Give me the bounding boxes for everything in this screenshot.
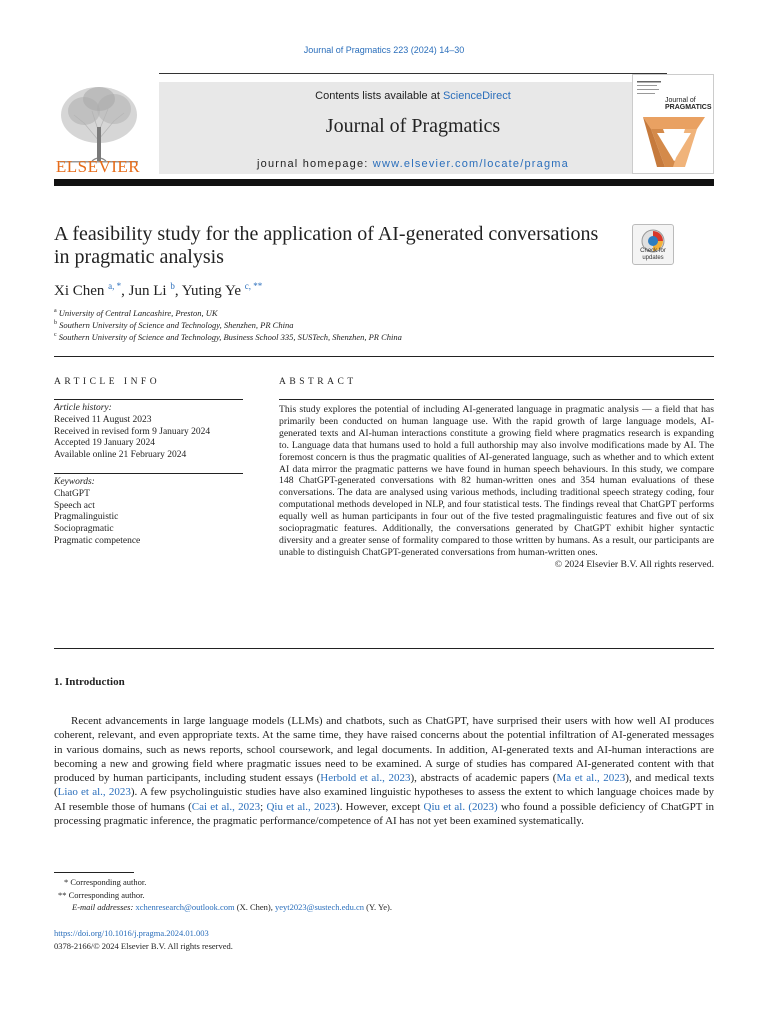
cover-title	[665, 97, 712, 111]
affiliation-text: Southern University of Science and Technology, Shenzhen, PR China	[59, 320, 294, 330]
intro-text: ;	[260, 800, 267, 813]
affiliation-text: Southern University of Science and Technology, Business School 335, SUSTech, Shenzhen, PR China	[58, 332, 402, 342]
affiliation-marker: a	[54, 308, 57, 315]
history-item: Available online 21 February 2024	[54, 450, 187, 461]
keywords-label: Keywords:	[54, 477, 95, 487]
section-divider	[54, 356, 714, 357]
journal-header	[54, 73, 714, 181]
keyword: Sociopragmatic	[54, 524, 114, 535]
history-item: Received in revised form 9 January 2024	[54, 426, 211, 437]
article-identifiers	[54, 927, 233, 952]
author-affiliation-marker[interactable]: c, **	[244, 281, 263, 291]
email-owner: (X. Chen),	[234, 902, 275, 912]
contents-availability	[159, 90, 667, 102]
header-bottom-bar	[54, 179, 714, 186]
email-owner: (Y. Ye).	[364, 902, 392, 912]
homepage-prefix: journal homepage:	[257, 158, 373, 170]
keywords-list	[54, 477, 243, 548]
author-list: Xi Chen $^{a, *}$, Jun Li $^b$, Yuting Ye $^{c, **}$	[54, 281, 263, 299]
check-for-updates-badge[interactable]	[632, 224, 674, 265]
citation-link[interactable]: Ma et al., 2023	[556, 772, 626, 785]
affiliation	[54, 320, 293, 330]
article-history	[54, 403, 243, 462]
header-band	[159, 82, 667, 174]
affiliation	[54, 308, 218, 318]
email-link[interactable]: yeyt2023@sustech.edu.cn	[274, 902, 365, 912]
introduction-paragraph	[54, 714, 714, 828]
history-item: Accepted 19 January 2024	[54, 438, 156, 449]
intro-text: ). However, except	[336, 800, 424, 813]
footnote-rule	[54, 872, 134, 873]
intro-text: ), abstracts of academic papers (	[410, 772, 557, 785]
cover-title-line-1: Journal of	[665, 97, 696, 104]
intro-text: ), and medical texts (	[54, 772, 714, 799]
abstract-copyright: © 2024 Elsevier B.V. All rights reserved.	[554, 558, 714, 570]
keyword: Pragmalinguistic	[54, 512, 119, 523]
cover-art-icon	[633, 75, 714, 174]
intro-text: ). A few psycholinguistic studies have also examined linguistic hypotheses to assess the extent to which language choices made by AI resemble those of humans (	[54, 786, 714, 813]
journal-title: Journal of Pragmatics	[325, 115, 501, 137]
affiliation-text: University of Central Lancashire, Preston, UK	[58, 308, 218, 318]
header-top-rule	[159, 73, 667, 74]
check-updates-label: Check for updates	[640, 248, 666, 261]
intro-text: who found a possible deficiency of ChatGPT in processing pragmatic inference, the pragmatic performance/competence of AI has not yet been examined systematically.	[54, 800, 714, 828]
author-affiliation-marker[interactable]: a, *	[108, 281, 122, 291]
contents-prefix: Contents lists available at	[315, 90, 443, 102]
journal-cover-thumbnail[interactable]	[632, 74, 714, 174]
sciencedirect-link[interactable]: ScienceDirect	[442, 90, 511, 102]
keyword: Pragmatic competence	[54, 535, 141, 546]
history-item: Received 11 August 2023	[54, 414, 152, 425]
cover-title-line-2: PRAGMATICS	[665, 104, 712, 111]
article-info-rule	[54, 399, 243, 400]
article-info-heading: ARTICLE INFO	[54, 377, 161, 387]
footnote-corresponding-2: ** Corresponding author.	[58, 889, 145, 900]
abstract-heading: ABSTRACT	[279, 377, 357, 387]
issn-copyright: 0378-2166/© 2024 Elsevier B.V. All rights reserved.	[54, 940, 233, 951]
abstract-rule	[279, 399, 714, 400]
citation-link[interactable]: Liao et al., 2023	[57, 786, 131, 799]
affiliation-marker: c	[54, 332, 57, 339]
citation-link[interactable]: Herbold et al., 2023	[320, 772, 411, 785]
email-link[interactable]: xchenresearch@outlook.com	[135, 902, 235, 912]
email-label: E-mail addresses:	[72, 902, 134, 912]
section-divider	[54, 648, 714, 649]
footnote-emails	[58, 901, 392, 914]
keywords-rule	[54, 473, 243, 474]
doi-link[interactable]: https://doi.org/10.1016/j.pragma.2024.01.003	[54, 928, 209, 938]
intro-text: Recent advancements in large language models (LLMs) and chatbots, such as ChatGPT, have surprised their users with how well AI produces coherent, relevant, and even appropriate texts. At the same time, they have raised concerns about the potential infiltration of AI-generated messages in various domains, such as news reports, school coursework, and legal documents. In addition, AI-generated texts and AI-human interactions are becoming a new and growing field where pragmatic issues need to be examined. A surge of studies has compared AI-generated content with that produced by human participants, including student essays (	[54, 715, 714, 785]
citation-link[interactable]: Qiu et al. (2023)	[423, 800, 498, 813]
footnote-corresponding-1: * Corresponding author.	[64, 877, 147, 887]
author-name[interactable]: Yuting Ye	[181, 283, 241, 299]
author-affiliation-marker[interactable]: b	[170, 281, 175, 291]
keyword: ChatGPT	[54, 488, 90, 499]
citation-link[interactable]: Qiu et al., 2023	[266, 800, 337, 813]
history-label: Article history:	[54, 403, 112, 413]
elsevier-wordmark: ELSEVIER	[55, 157, 141, 176]
citation-link[interactable]: Cai et al., 2023	[191, 800, 261, 813]
journal-citation-link[interactable]: Journal of Pragmatics 223 (2024) 14–30	[303, 45, 465, 55]
homepage-link[interactable]: www.elsevier.com/locate/pragma	[372, 158, 569, 170]
affiliation-marker: b	[54, 320, 57, 327]
keyword: Speech act	[54, 500, 95, 511]
footnotes	[58, 876, 392, 914]
abstract-text: This study explores the potential of including AI-generated language in pragmatic analysis — a field that has primarily been conducted on human language use. With the rapid growth of large language models, AI-generated texts and AI-human interactions constitute a growing field where pragmatics research is expanding to. Language data that humans used to hold a full authorship may also involve modifications made by AI. The foremost concern is thus the pragmatic qualities of AI-generated language, such as whether and to which extent AI data mirror the pragmatic patterns we have found in human speech behaviours. In this study, we compare 148 ChatGPT-generated conversations with 82 human-written ones and 354 human evaluations of these conversations. The data are analysed using various methods, including traditional speech strategy coding, four computational methods developed in NLP, and four statistical tests. The findings reveal that ChatGPT performs equally well as human participants in four out of the five tested pragmalinguistic features and five out of six sociopragmatic features. Additionally, the conversations generated by ChatGPT exhibit higher syntactic diversity and a greater sense of formality compared to those written by humans. As a result, our participants are unable to distinguish ChatGPT-generated conversations from human-written ones.	[279, 404, 714, 558]
journal-homepage	[159, 158, 667, 170]
author-name[interactable]: Jun Li	[128, 283, 167, 299]
affiliation	[54, 332, 402, 342]
introduction-heading: 1. Introduction	[54, 676, 125, 688]
abstract-body	[279, 404, 714, 571]
author-name[interactable]: Xi Chen	[54, 283, 105, 299]
article-title: A feasibility study for the application of AI-generated conversations in pragmatic analysis	[54, 223, 599, 268]
